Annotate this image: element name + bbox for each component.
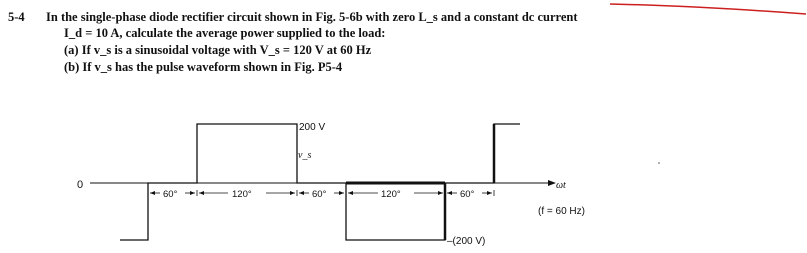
segment-label-5: 60° (460, 189, 475, 200)
problem-line-2: I_d = 10 A, calculate the average power supplied to the load: (64, 26, 386, 40)
problem-line-1: In the single-phase diode rectifier circuit shown in Fig. 5-6b with zero L_s and a constant dc current (46, 10, 578, 24)
label-vs: v_s (298, 150, 312, 161)
header-accent-line (610, 4, 806, 14)
segment-label-3: 60° (312, 189, 327, 200)
problem-number: 5-4 (8, 10, 25, 24)
problem-part-a: (a) If v_s is a sinusoidal voltage with V_s = 120 V at 60 Hz (64, 43, 372, 57)
stray-dot (658, 162, 660, 164)
pulse-waveform (120, 124, 520, 240)
label-zero: 0 (77, 179, 84, 191)
segment-label-2: 120° (232, 189, 252, 200)
label-frequency: (f = 60 Hz) (538, 206, 585, 217)
label-omega-t: ωt (556, 180, 566, 191)
segment-label-1: 60° (163, 189, 178, 200)
segment-label-4: 120° (381, 189, 401, 200)
label-200v: 200 V (299, 122, 326, 133)
problem-part-b: (b) If v_s has the pulse waveform shown in Fig. P5-4 (64, 60, 343, 74)
label-neg-200v: –(200 V) (447, 236, 486, 247)
axis-arrow-icon (548, 180, 556, 186)
